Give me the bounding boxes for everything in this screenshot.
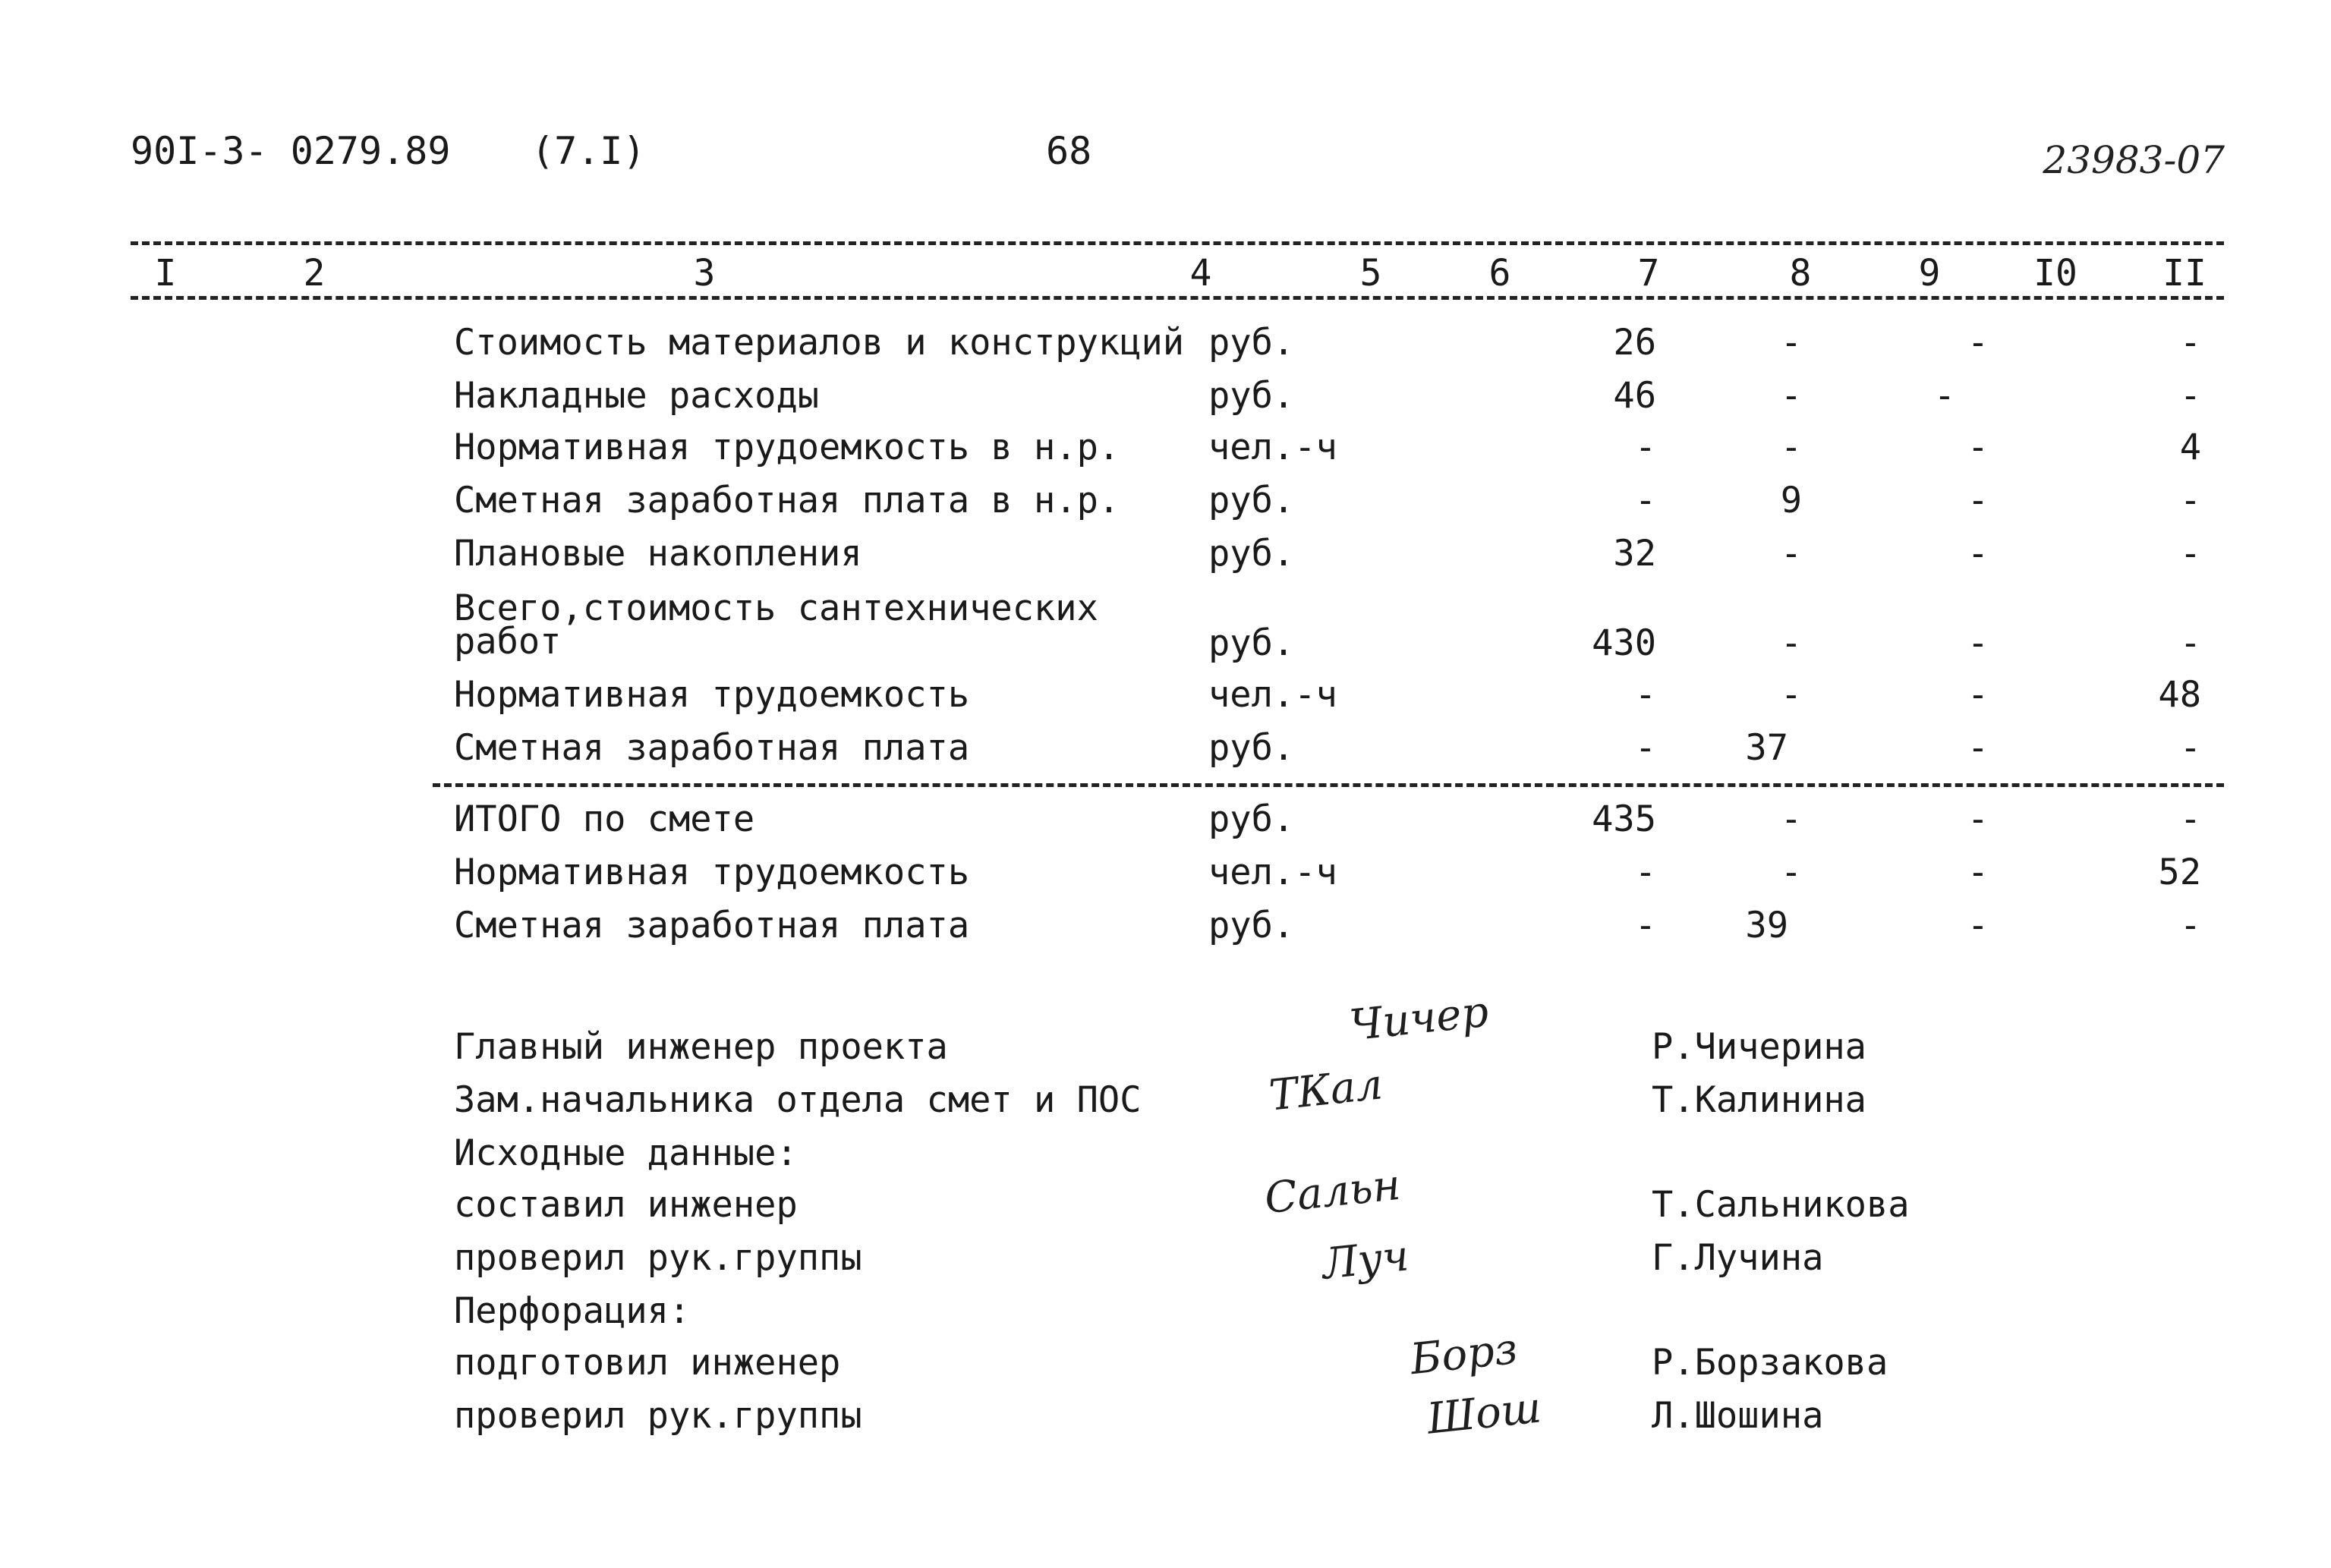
row-col8: 37 xyxy=(1745,727,1788,769)
row-col11: - xyxy=(2179,375,2201,417)
row-name: Накладные расходы xyxy=(454,375,820,417)
row-name: Стоимость материалов и конструкций xyxy=(454,322,1185,364)
row-col9: - xyxy=(1967,622,1989,664)
column-number-2: 2 xyxy=(303,252,326,294)
row-name-line2: работ xyxy=(454,621,562,663)
row-col7: 46 xyxy=(1613,375,1656,417)
row-unit: чел.-ч xyxy=(1208,852,1337,893)
section-label: Исходные данные: xyxy=(454,1132,798,1174)
handwritten-signature: Шош xyxy=(1425,1383,1544,1444)
row-col11: - xyxy=(2179,322,2201,364)
row-col7: 32 xyxy=(1613,533,1656,575)
row-col8: 9 xyxy=(1780,480,1802,521)
totals-row xyxy=(0,798,2331,847)
row-col9: - xyxy=(1967,427,1989,468)
row-col7: - xyxy=(1634,905,1656,946)
row-unit: руб. xyxy=(1208,798,1295,840)
signer-name: Т.Сальникова xyxy=(1652,1184,1910,1226)
row-name: Нормативная трудоемкость xyxy=(454,852,970,893)
row-col11: - xyxy=(2179,480,2201,521)
signer-role: проверил рук.группы xyxy=(454,1395,862,1437)
row-col8: - xyxy=(1780,533,1802,575)
row-col7: - xyxy=(1634,480,1656,521)
row-unit: руб. xyxy=(1208,322,1295,364)
column-number-4: 4 xyxy=(1189,252,1212,294)
signature-row xyxy=(0,1079,2331,1128)
handwritten-signature: Чичер xyxy=(1347,987,1492,1051)
row-col9: - xyxy=(1967,852,1989,893)
row-col7: 435 xyxy=(1592,798,1656,840)
row-name: Нормативная трудоемкость в н.р. xyxy=(454,427,1120,468)
column-number-3: 3 xyxy=(693,252,716,294)
handwritten-signature: Луч xyxy=(1319,1231,1412,1289)
row-col11: - xyxy=(2179,533,2201,575)
row-unit: руб. xyxy=(1208,480,1295,521)
row-col9: - xyxy=(1933,375,1955,417)
row-col8: - xyxy=(1780,852,1802,893)
row-col11: 4 xyxy=(2179,427,2201,468)
column-number-7: 7 xyxy=(1637,252,1660,294)
table-row xyxy=(0,533,2331,581)
header-divider-bottom xyxy=(131,296,2224,300)
row-name-line1: Всего,стоимость сантехнических xyxy=(454,587,1098,629)
signer-name: Р.Борзакова xyxy=(1652,1342,1888,1384)
signature-row xyxy=(0,1395,2331,1444)
document-code: 90I-3- 0279.89 xyxy=(131,129,451,173)
row-name: Сметная заработная плата в н.р. xyxy=(454,480,1120,521)
row-col8: 39 xyxy=(1745,905,1788,946)
signature-section-label xyxy=(0,1132,2331,1181)
table-row xyxy=(0,587,2331,675)
row-name: Нормативная трудоемкость xyxy=(454,674,970,716)
row-unit: руб. xyxy=(1208,622,1295,664)
signer-name: Г.Лучина xyxy=(1652,1237,1824,1279)
row-unit: руб. xyxy=(1208,375,1295,417)
row-name: Сметная заработная плата xyxy=(454,727,970,769)
signer-name: Т.Калинина xyxy=(1652,1079,1866,1121)
row-col9: - xyxy=(1967,322,1989,364)
row-col7: - xyxy=(1634,427,1656,468)
table-row xyxy=(0,480,2331,528)
table-row xyxy=(0,322,2331,370)
row-col8: - xyxy=(1780,798,1802,840)
row-unit: руб. xyxy=(1208,533,1295,575)
row-unit: руб. xyxy=(1208,905,1295,946)
column-number-6: 6 xyxy=(1488,252,1511,294)
column-number-10: I0 xyxy=(2033,252,2077,294)
handwritten-signature: ТКал xyxy=(1267,1060,1385,1121)
table-row xyxy=(0,427,2331,475)
row-col11: - xyxy=(2179,905,2201,946)
inventory-number: 23983-07 xyxy=(2043,138,2225,182)
signature-row xyxy=(0,1026,2331,1075)
handwritten-signature: Сальн xyxy=(1262,1160,1403,1224)
signature-row xyxy=(0,1237,2331,1286)
row-col7: - xyxy=(1634,727,1656,769)
column-number-11: II xyxy=(2162,252,2207,294)
page-number: 68 xyxy=(1046,129,1092,173)
row-col7: 430 xyxy=(1592,622,1656,664)
column-number-8: 8 xyxy=(1789,252,1812,294)
row-col11: - xyxy=(2179,622,2201,664)
signer-name: Л.Шошина xyxy=(1652,1395,1824,1437)
row-col11: 48 xyxy=(2158,674,2201,716)
row-unit: чел.-ч xyxy=(1208,674,1337,716)
column-number-5: 5 xyxy=(1359,252,1382,294)
handwritten-signature: Борз xyxy=(1407,1324,1520,1385)
row-col9: - xyxy=(1967,533,1989,575)
row-col7: 26 xyxy=(1613,322,1656,364)
row-col9: - xyxy=(1967,727,1989,769)
signature-row xyxy=(0,1184,2331,1233)
row-col11: - xyxy=(2179,727,2201,769)
row-col11: - xyxy=(2179,798,2201,840)
row-col8: - xyxy=(1780,674,1802,716)
section-number: (7.I) xyxy=(531,129,646,173)
row-unit: руб. xyxy=(1208,727,1295,769)
row-col8: - xyxy=(1780,427,1802,468)
row-col9: - xyxy=(1967,905,1989,946)
row-col11: 52 xyxy=(2158,852,2201,893)
section-label: Перфорация: xyxy=(454,1290,691,1332)
row-col8: - xyxy=(1780,375,1802,417)
totals-divider xyxy=(433,783,2224,787)
row-col7: - xyxy=(1634,852,1656,893)
row-col9: - xyxy=(1967,480,1989,521)
totals-row xyxy=(0,905,2331,953)
header-divider-top xyxy=(131,241,2224,245)
signer-role: Зам.начальника отдела смет и ПОС xyxy=(454,1079,1142,1121)
row-col8: - xyxy=(1780,322,1802,364)
signature-section-label xyxy=(0,1290,2331,1339)
signer-role: подготовил инженер xyxy=(454,1342,841,1384)
row-name: ИТОГО по смете xyxy=(454,798,755,840)
row-col8: - xyxy=(1780,622,1802,664)
column-number-1: I xyxy=(154,252,177,294)
column-number-9: 9 xyxy=(1918,252,1941,294)
signer-name: Р.Чичерина xyxy=(1652,1026,1866,1068)
row-col9: - xyxy=(1967,798,1989,840)
signer-role: составил инженер xyxy=(454,1184,798,1226)
row-col9: - xyxy=(1967,674,1989,716)
table-row xyxy=(0,375,2331,423)
signature-row xyxy=(0,1342,2331,1390)
totals-row xyxy=(0,852,2331,900)
signer-role: Главный инженер проекта xyxy=(454,1026,948,1068)
row-name: Сметная заработная плата xyxy=(454,905,970,946)
row-col7: - xyxy=(1634,674,1656,716)
table-row xyxy=(0,727,2331,776)
row-unit: чел.-ч xyxy=(1208,427,1337,468)
row-name: Плановые накопления xyxy=(454,533,862,575)
signer-role: проверил рук.группы xyxy=(454,1237,862,1279)
table-row xyxy=(0,674,2331,723)
